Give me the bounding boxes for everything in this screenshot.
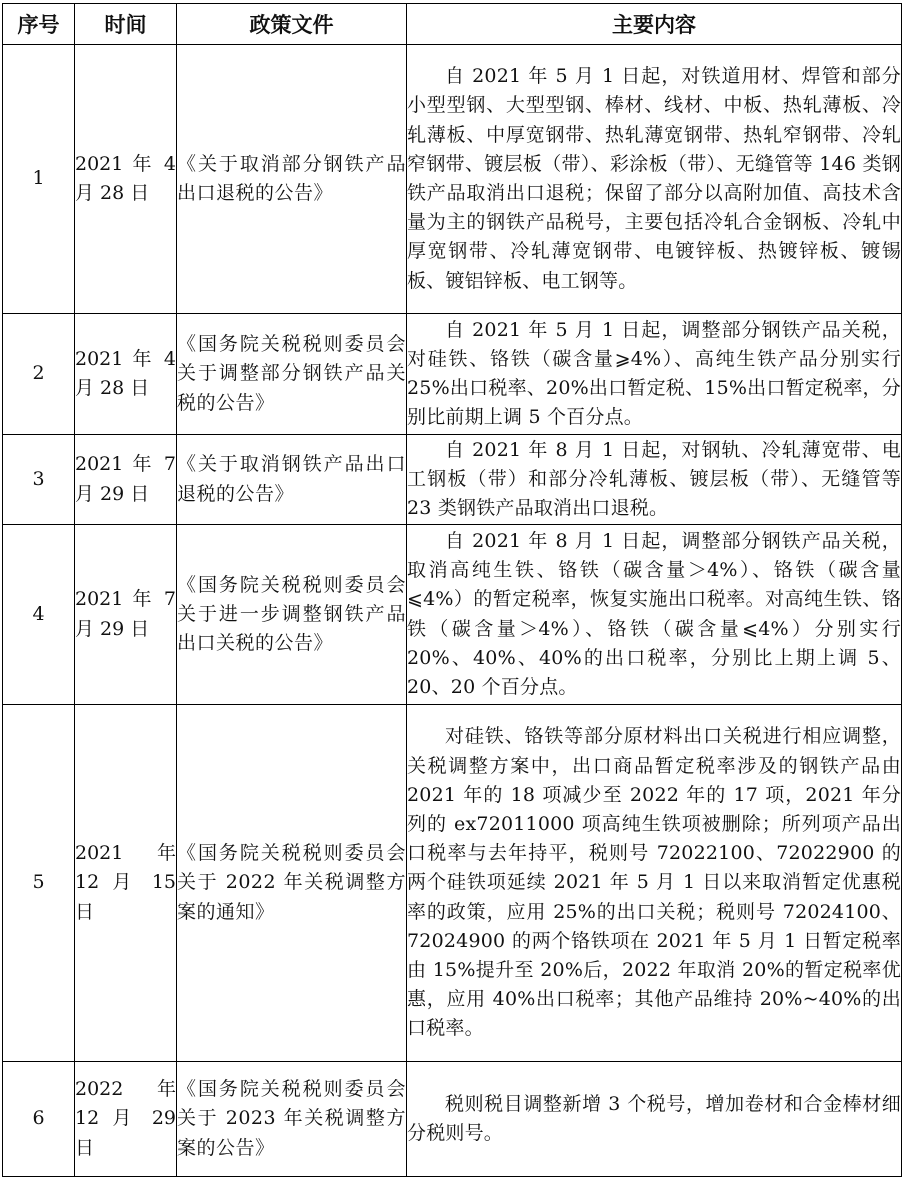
header-row — [3, 4, 902, 45]
row-date: 2021 年 7 月 29 日 — [75, 525, 177, 705]
row-no: 4 — [3, 525, 75, 705]
row-content: 税则税目调整新增 3 个税号，增加卷材和合金棒材细分税则号。 — [407, 1062, 902, 1177]
row-date: 2022 年 12 月 29 日 — [75, 1062, 177, 1177]
row-no: 5 — [3, 705, 75, 1062]
row-no: 3 — [3, 435, 75, 525]
table-row — [3, 435, 902, 525]
row-no: 1 — [3, 45, 75, 314]
row-content: 自 2021 年 8 月 1 日起，调整部分钢铁产品关税，取消高纯生铁、铬铁（碳含量＞4%）、铬铁（碳含量⩽4%）的暂定税率，恢复实施出口税率。对高纯生铁、铬铁（碳含量＞4%）、铬铁（碳含量⩽4%）分别实行 20%、40%、40%的出口税率，分别比上期上调 5、20、20 个百分点。 — [407, 525, 902, 705]
row-content: 自 2021 年 8 月 1 日起，对钢轨、冷轧薄宽带、电工钢板（带）和部分冷轧薄板、镀层板（带）、无缝管等 23 类钢铁产品取消出口退税。 — [407, 435, 902, 525]
header-date: 时间 — [75, 4, 177, 45]
table-row — [3, 1062, 902, 1177]
row-policy-file: 《关于取消钢铁产品出口退税的公告》 — [177, 435, 407, 525]
header-file: 政策文件 — [177, 4, 407, 45]
policy-table — [2, 3, 902, 1177]
row-policy-file: 《关于取消部分钢铁产品出口退税的公告》 — [177, 45, 407, 314]
row-date: 2021 年 4 月 28 日 — [75, 314, 177, 435]
table-row — [3, 525, 902, 705]
table-row — [3, 705, 902, 1062]
row-content: 对硅铁、铬铁等部分原材料出口关税进行相应调整，关税调整方案中，出口商品暂定税率涉及的钢铁产品由 2021 年的 18 项减少至 2022 年的 17 项，2021 年分列的 ex72011000 项高纯生铁项被删除；所列项产品出口税率与去年持平，税则号 72022100、72022900 的两个硅铁项延续 2021 年 5 月 1 日以来取消暂定优惠税率的政策，应用 25%的出口关税；税则号 72024100、72024900 的两个铬铁项在 2021 年 5 月 1 日暂定税率由 15%提升至 20%后，2022 年取消 20%的暂定税率优惠，应用 40%出口税率；其他产品维持 20%~40%的出口税率。 — [407, 705, 902, 1062]
header-no: 序号 — [3, 4, 75, 45]
row-content: 自 2021 年 5 月 1 日起，调整部分钢铁产品关税，对硅铁、铬铁（碳含量⩾4%）、高纯生铁产品分别实行 25%出口税率、20%出口暂定税、15%出口暂定税率，分别比前期上调 5 个百分点。 — [407, 314, 902, 435]
row-content: 自 2021 年 5 月 1 日起，对铁道用材、焊管和部分小型型钢、大型型钢、棒材、线材、中板、热轧薄板、冷轧薄板、中厚宽钢带、热轧薄宽钢带、热轧窄钢带、冷轧窄钢带、镀层板（带）、彩涂板（带）、无缝管等 146 类钢铁产品取消出口退税；保留了部分以高附加值、高技术含量为主的钢铁产品税号，主要包括冷轧合金钢板、冷轧中厚宽钢带、冷轧薄宽钢带、电镀锌板、热镀锌板、镀锡板、镀铝锌板、电工钢等。 — [407, 45, 902, 314]
row-no: 2 — [3, 314, 75, 435]
table-row — [3, 45, 902, 314]
row-date: 2021 年 7 月 29 日 — [75, 435, 177, 525]
row-policy-file: 《国务院关税税则委员会关于 2023 年关税调整方案的公告》 — [177, 1062, 407, 1177]
row-policy-file: 《国务院关税税则委员会关于调整部分钢铁产品关税的公告》 — [177, 314, 407, 435]
row-no: 6 — [3, 1062, 75, 1177]
row-date: 2021 年 4 月 28 日 — [75, 45, 177, 314]
row-policy-file: 《国务院关税税则委员会关于 2022 年关税调整方案的通知》 — [177, 705, 407, 1062]
header-content: 主要内容 — [407, 4, 902, 45]
row-policy-file: 《国务院关税税则委员会关于进一步调整钢铁产品出口关税的公告》 — [177, 525, 407, 705]
table-row — [3, 314, 902, 435]
row-date: 2021 年 12 月 15 日 — [75, 705, 177, 1062]
